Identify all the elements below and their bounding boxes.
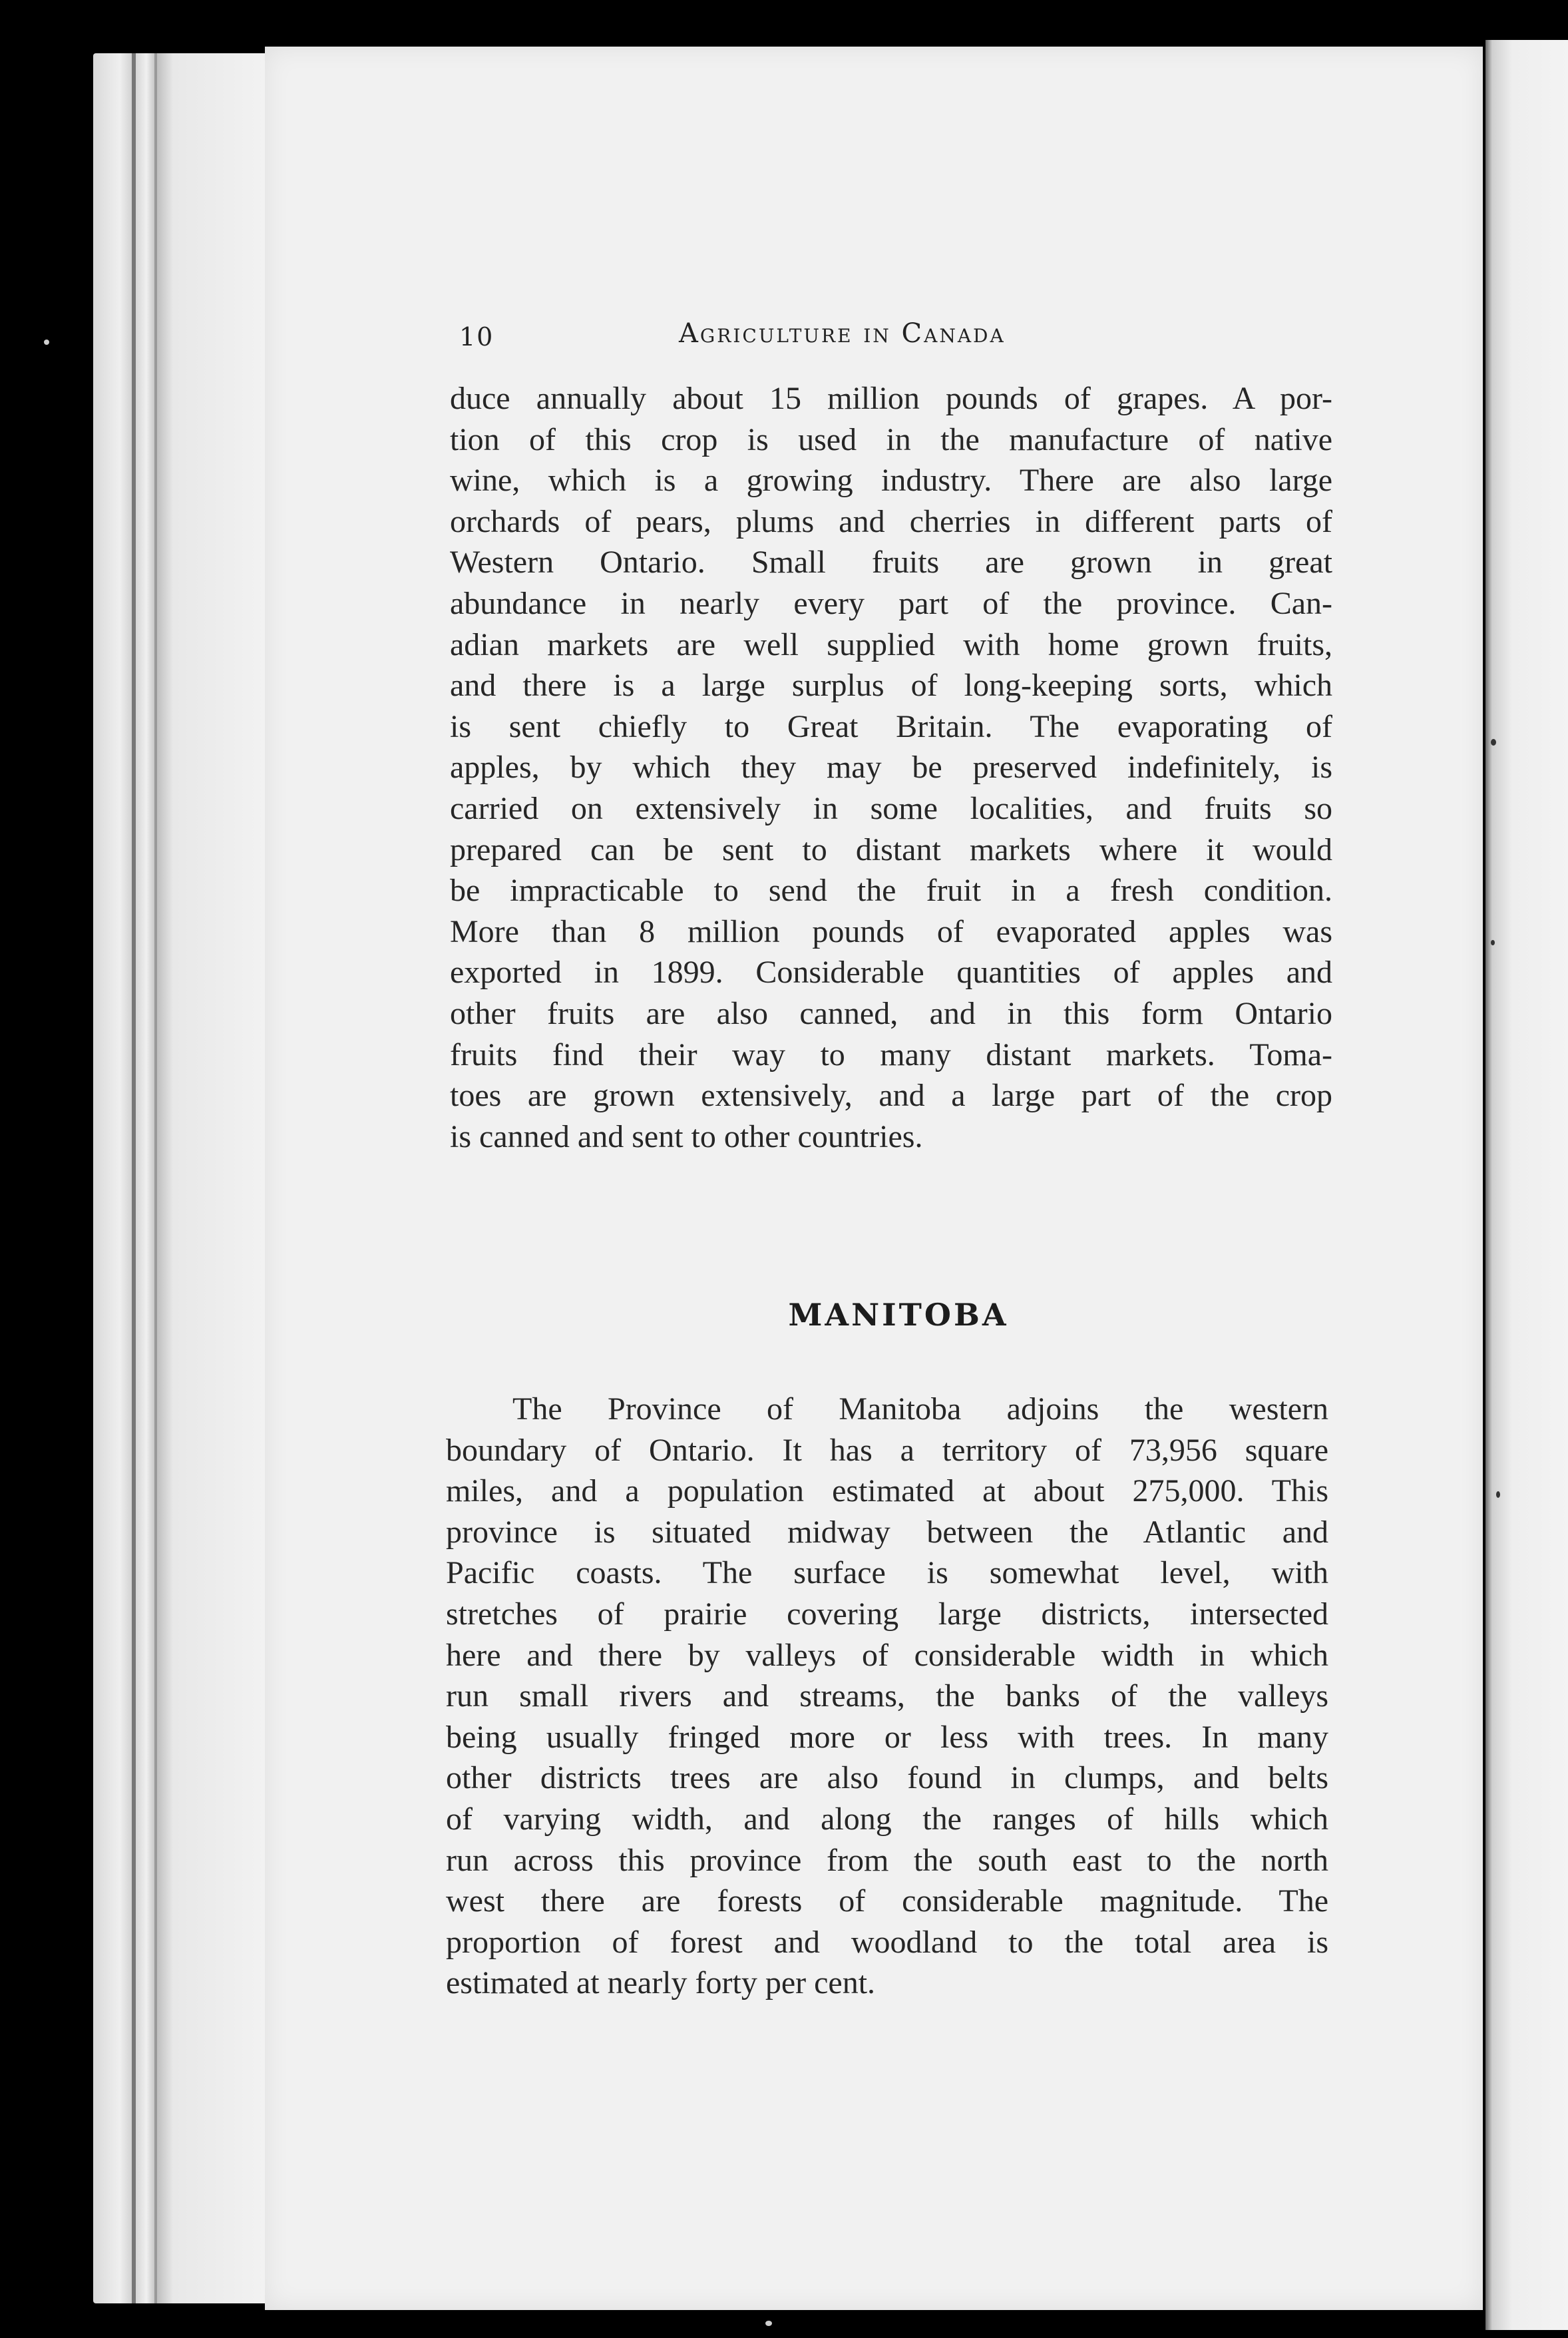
text-line: is sent chiefly to Great Britain. The evaporating of xyxy=(450,708,1332,744)
text-line: abundance in nearly every part of the province. Can- xyxy=(450,585,1332,621)
text-line: toes are grown extensively, and a large part of the crop xyxy=(450,1078,1332,1114)
text-line: province is situated midway between the Atlantic and xyxy=(446,1514,1328,1550)
page-edge-line xyxy=(132,53,136,2303)
text-line: and there is a large surplus of long-keeping sorts, which xyxy=(450,668,1332,704)
text-line: tion of this crop is used in the manufacture of native xyxy=(450,421,1332,457)
text-line: Pacific coasts. The surface is somewhat level, with xyxy=(446,1555,1328,1591)
text-line: being usually fringed more or less with trees. In many xyxy=(446,1719,1328,1755)
text-line: run across this province from the south east to the north xyxy=(446,1842,1328,1878)
text-line: stretches of prairie covering large districts, intersected xyxy=(446,1596,1328,1632)
text-line: The Province of Manitoba adjoins the western xyxy=(512,1391,1328,1427)
text-line: miles, and a population estimated at about 275,000. This xyxy=(446,1473,1328,1509)
scan-speck xyxy=(1491,739,1496,746)
text-line: boundary of Ontario. It has a territory of 73,956 square xyxy=(446,1432,1328,1468)
book-back-pages xyxy=(93,53,293,2303)
text-line: is canned and sent to other countries. xyxy=(450,1118,923,1154)
text-line: other fruits are also canned, and in this form Ontario xyxy=(450,995,1332,1031)
text-line: apples, by which they may be preserved indefinitely, is xyxy=(450,750,1332,786)
text-line: west there are forests of considerable magnitude. The xyxy=(446,1883,1328,1919)
text-line: here and there by valleys of considerable width in which xyxy=(446,1637,1328,1673)
text-line: fruits find their way to many distant markets. Toma- xyxy=(450,1037,1332,1072)
text-line: proportion of forest and woodland to the total area is xyxy=(446,1924,1328,1960)
facing-page-edge xyxy=(1485,40,1568,2330)
scan-speck xyxy=(1491,940,1495,945)
section-heading: MANITOBA xyxy=(788,1297,1009,1333)
page-edge-line xyxy=(154,53,157,2303)
text-line: carried on extensively in some localities, and fruits so xyxy=(450,790,1332,826)
text-line: More than 8 million pounds of evaporated apples was xyxy=(450,913,1332,949)
text-line: duce annually about 15 million pounds of grapes. A por- xyxy=(450,381,1332,416)
text-line: wine, which is a growing industry. There are also large xyxy=(450,463,1332,499)
text-line: prepared can be sent to distant markets where it would xyxy=(450,831,1332,867)
text-line: of varying width, and along the ranges of hills which xyxy=(446,1801,1328,1837)
text-line: Western Ontario. Small fruits are grown in great xyxy=(450,545,1332,581)
text-line: be impracticable to send the fruit in a fresh condition. xyxy=(450,873,1332,909)
paragraph-manitoba xyxy=(446,1389,1328,2004)
page-number: 10 xyxy=(459,322,494,351)
scan-speck xyxy=(44,340,49,345)
text-line: estimated at nearly forty per cent. xyxy=(446,1965,876,2001)
text-line: orchards of pears, plums and cherries in different parts of xyxy=(450,503,1332,539)
text-line: other districts trees are also found in clumps, and belts xyxy=(446,1760,1328,1796)
running-head-title: Agriculture in Canada xyxy=(679,318,1006,349)
text-line: run small rivers and streams, the banks of the valleys xyxy=(446,1678,1328,1714)
scan-speck xyxy=(765,2321,772,2326)
text-line: exported in 1899. Considerable quantities of apples and xyxy=(450,955,1332,991)
text-line: adian markets are well supplied with home grown fruits, xyxy=(450,626,1332,662)
paragraph-fruits xyxy=(450,378,1332,1157)
scan-speck xyxy=(1496,1491,1500,1498)
